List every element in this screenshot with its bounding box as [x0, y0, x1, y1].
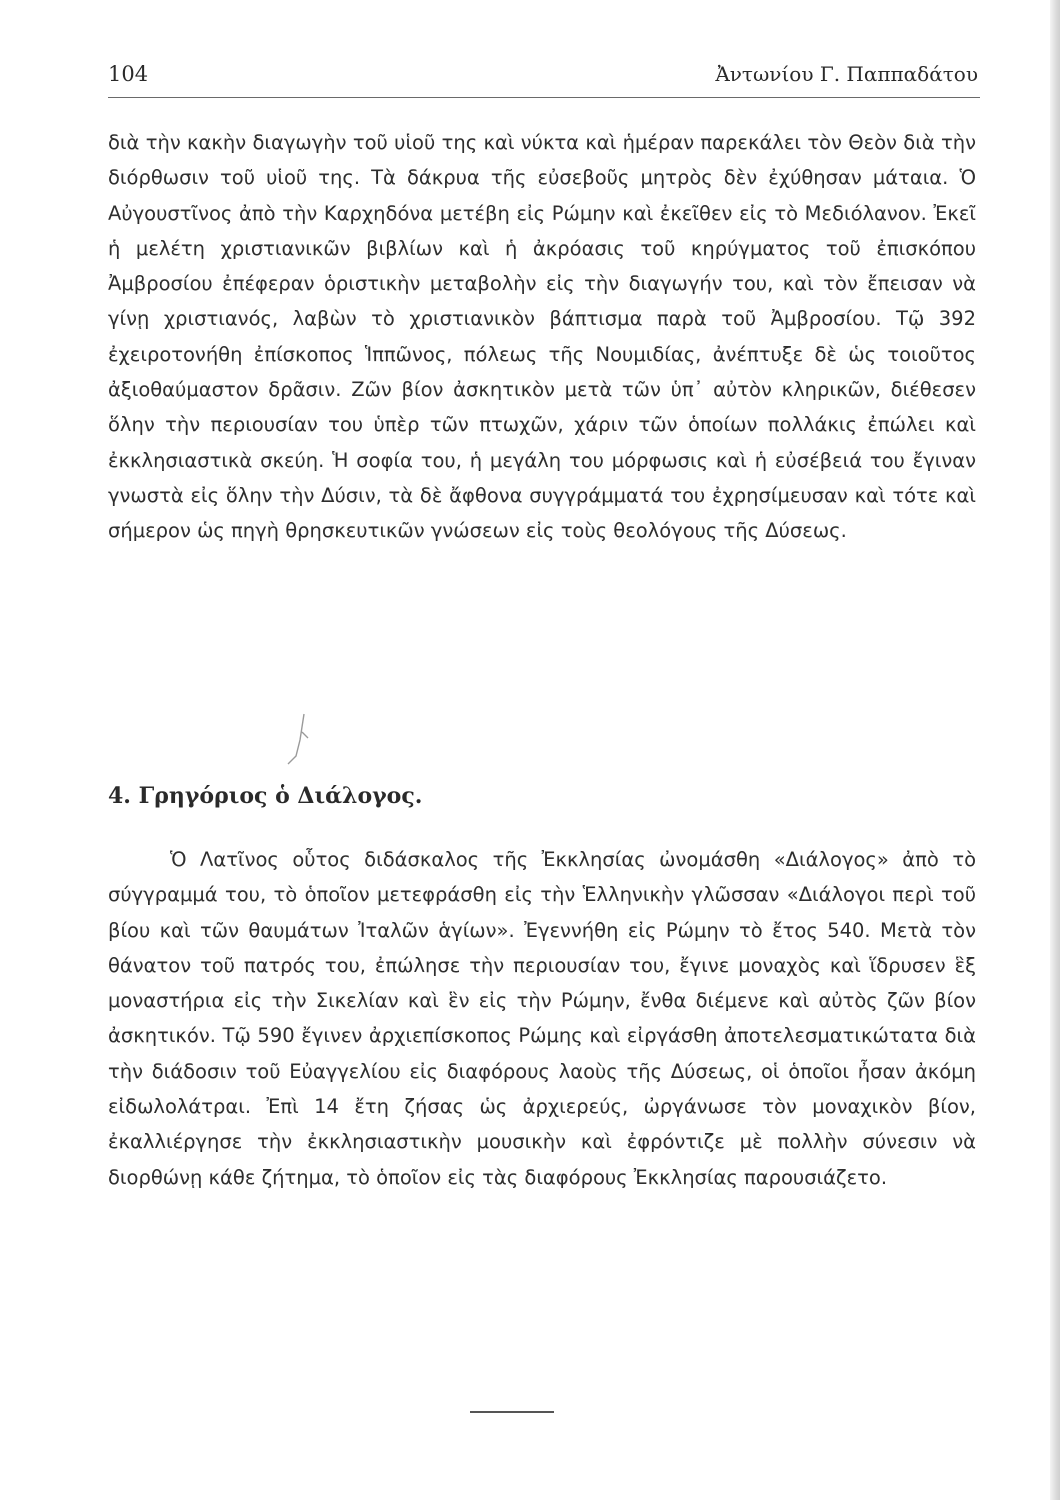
- section-heading: 4. Γρηγόριος ὁ Διάλογος.: [108, 783, 423, 809]
- page-number: 104: [108, 62, 149, 86]
- end-rule: [470, 1411, 554, 1413]
- paragraph-gregory: Ὁ Λατῖνος οὗτος διδάσκαλος τῆς Ἐκκλησίας ὠνομάσθη «Διάλογος» ἀπὸ τὸ σύγγραμμά του, τὸ ὁποῖον μετεφράσθη εἰς τὴν Ἑλληνικὴν γλῶσσαν «Διάλογοι περὶ τοῦ βίου καὶ τῶν θαυμάτων Ἰταλῶν ἁγίων». Ἐγεννήθη εἰς Ρώμην τὸ ἔτος 540. Μετὰ τὸν θάνατον τοῦ πατρός του, ἐπώλησε τὴν περιουσίαν του, ἔγινε μοναχὸς καὶ ἵδρυσεν ἓξ μοναστήρια εἰς τὴν Σικελίαν καὶ ἓν εἰς τὴν Ρώμην, ἔνθα διέμενε καὶ αὐτὸς ζῶν βίον ἀσκητικόν. Τῷ 590 ἔγινεν ἀρχιεπίσκοπος Ρώμης καὶ εἰργάσθη ἀποτελεσματικώτατα διὰ τὴν διάδοσιν τοῦ Εὐαγγελίου εἰς διαφόρους λαοὺς τῆς Δύσεως, οἱ ὁποῖοι ἦσαν ἀκόμη εἰδωλολάτραι. Ἐπὶ 14 ἔτη ζήσας ὡς ἀρχιερεύς, ὠργάνωσε τὸν μοναχικὸν βίον, ἐκαλλιέργησε τὴν ἐκκλησιαστικὴν μουσικὴν καὶ ἐφρόντιζε μὲ πολλὴν σύνεσιν νὰ διορθώνῃ κάθε ζήτημα, τὸ ὁποῖον εἰς τὰς διαφόρους Ἐκκλησίας παρουσιάζετο.: [108, 848, 976, 1189]
- header-rule: [108, 97, 980, 98]
- pencil-mark: [274, 712, 314, 772]
- page-header: [108, 56, 978, 96]
- running-head: Ἀντωνίου Γ. Παππαδάτου: [715, 62, 978, 86]
- page-edge-shadow: [1050, 0, 1060, 1500]
- paragraph-augustine: διὰ τὴν κακὴν διαγωγὴν τοῦ υἱοῦ της καὶ νύκτα καὶ ἡμέραν παρεκάλει τὸν Θεὸν διὰ τὴν διόρθωσιν τοῦ υἱοῦ της. Τὰ δάκρυα τῆς εὐσεβοῦς μητρὸς δὲν ἐχύθησαν μάταια. Ὁ Αὐγουστῖνος ἀπὸ τὴν Καρχηδόνα μετέβη εἰς Ρώμην καὶ ἐκεῖθεν εἰς τὸ Μεδιόλανον. Ἐκεῖ ἡ μελέτη χριστιανικῶν βιβλίων καὶ ἡ ἀκρόασις τοῦ κηρύγματος τοῦ ἐπισκόπου Ἀμβροσίου ἐπέφεραν ὁριστικὴν μεταβολὴν εἰς τὴν διαγωγήν του, καὶ τὸν ἔπεισαν νὰ γίνῃ χριστιανός, λαβὼν τὸ χριστιανικὸν βάπτισμα παρὰ τοῦ Ἀμβροσίου. Τῷ 392 ἐχειροτονήθη ἐπίσκοπος Ἱππῶνος, πόλεως τῆς Νουμιδίας, ἀνέπτυξε δὲ ὡς τοιοῦτος ἀξιοθαύμαστον δρᾶσιν. Ζῶν βίον ἀσκητικὸν μετὰ τῶν ὑπ᾽ αὐτὸν κληρικῶν, διέθεσεν ὅλην τὴν περιουσίαν του ὑπὲρ τῶν πτωχῶν, χάριν τῶν ὁποίων πολλάκις ἐπώλει καὶ ἐκκλησιαστικὰ σκεύη. Ἡ σοφία του, ἡ μεγάλη του μόρφωσις καὶ ἡ εὐσέβειά του ἔγιναν γνωστὰ εἰς ὅλην τὴν Δύσιν, τὰ δὲ ἄφθονα συγγράμματά του ἐχρησίμευσαν καὶ τότε καὶ σήμερον ὡς πηγὴ θρησκευτικῶν γνώσεων εἰς τοὺς θεολόγους τῆς Δύσεως.: [108, 131, 976, 543]
